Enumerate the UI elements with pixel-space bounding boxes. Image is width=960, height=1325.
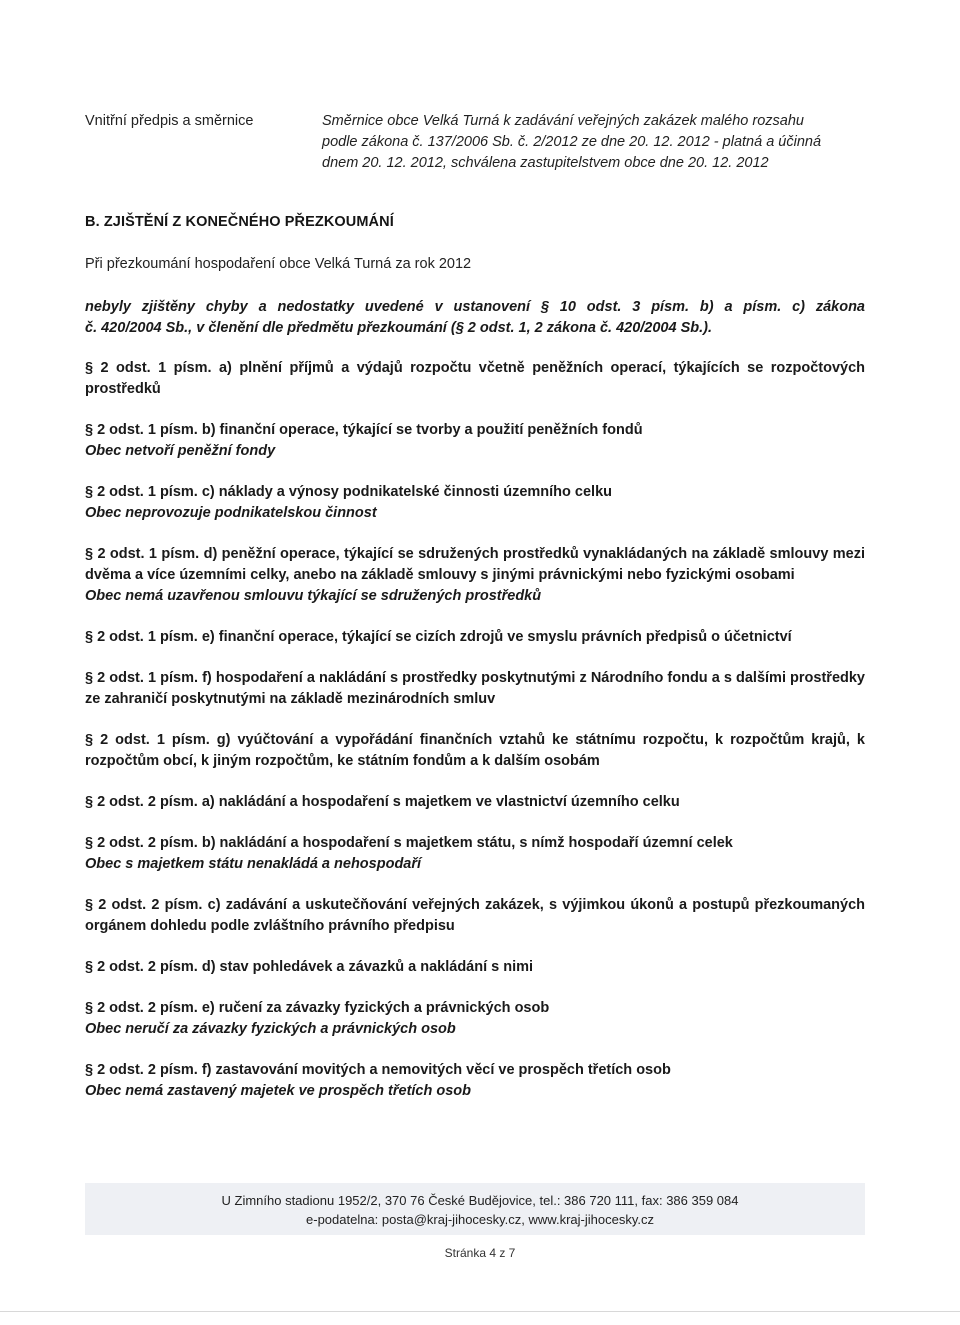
review-item: [85, 833, 865, 875]
review-item-heading: § 2 odst. 1 písm. c) náklady a výnosy podnikatelské činnosti územního celku: [85, 484, 612, 500]
review-item-note: Obec netvoří peněžní fondy: [85, 443, 276, 459]
footer-contact-links: e-podatelna: posta@kraj-jihocesky.cz, www.kraj-jihocesky.cz: [306, 1212, 654, 1227]
review-item: [85, 482, 865, 524]
review-item: [85, 544, 865, 607]
review-item: [85, 668, 865, 710]
footer-contact-band: [85, 1183, 865, 1235]
review-item-heading: § 2 odst. 2 písm. e) ručení za závazky fyzických a právnických osob: [85, 1000, 550, 1016]
review-item-heading: § 2 odst. 1 písm. b) finanční operace, týkající se tvorby a použití peněžních fondů: [85, 422, 643, 438]
review-item-heading: § 2 odst. 1 písm. d) peněžní operace, týkající se sdružených prostředků vynakládaných na základě smlouvy mezi dvěma a více územními celky, anebo na základě smlouvy s jinými právnickými nebo fyzickými osobami: [85, 546, 865, 583]
review-item: [85, 730, 865, 772]
findings-line: nebyly zjištěny chyby a nedostatky uvedené v ustanovení § 10 odst. 3 písm. b) a písm. c) zákona: [85, 299, 865, 315]
review-item-heading: § 2 odst. 1 písm. g) vyúčtování a vypořádání finančních vztahů ke státnímu rozpočtu, k rozpočtům krajů, k rozpočtům obcí, k jiným rozpočtům, ke státním fondům a k dalším osobám: [85, 732, 865, 769]
header-doc-type: Vnitřní předpis a směrnice: [85, 113, 254, 129]
review-item-heading: § 2 odst. 1 písm. a) plnění příjmů a výdajů rozpočtu včetně peněžních operací, týkajících se rozpočtových prostředků: [85, 360, 865, 397]
header-title-line: dnem 20. 12. 2012, schválena zastupitelstvem obce dne 20. 12. 2012: [322, 155, 769, 171]
review-item-heading: § 2 odst. 2 písm. b) nakládání a hospodaření s majetkem státu, s nímž hospodaří územní celek: [85, 835, 733, 851]
review-item: [85, 957, 865, 978]
page-number: Stránka 4 z 7: [444, 1246, 516, 1260]
review-item: [85, 420, 865, 462]
findings-statement: [85, 297, 865, 339]
review-item-heading: § 2 odst. 2 písm. f) zastavování movitých a nemovitých věcí ve prospěch třetích osob: [85, 1062, 671, 1078]
header-title-line: Směrnice obce Velká Turná k zadávání veřejných zakázek malého rozsahu: [322, 113, 804, 129]
review-item-note: Obec nemá uzavřenou smlouvu týkající se sdružených prostředků: [85, 588, 542, 604]
review-item: [85, 627, 865, 648]
review-item-note: Obec neprovozuje podnikatelskou činnost: [85, 505, 377, 521]
page-bottom-divider: [0, 1311, 960, 1312]
review-items-list: [85, 358, 865, 1122]
footer-address: U Zimního stadionu 1952/2, 370 76 České Budějovice, tel.: 386 720 111, fax: 386 359 084: [221, 1193, 739, 1208]
header-directive-title: [322, 111, 862, 174]
review-item: [85, 998, 865, 1040]
review-item: [85, 358, 865, 400]
review-item-note: Obec nemá zastavený majetek ve prospěch třetích osob: [85, 1083, 472, 1099]
review-item: [85, 1060, 865, 1102]
review-item-heading: § 2 odst. 2 písm. c) zadávání a uskutečňování veřejných zakázek, s výjimkou úkonů a postupů přezkoumaných orgánem dohledu podle zvláštního právního předpisu: [85, 897, 865, 934]
section-intro: Při přezkoumání hospodaření obce Velká Turná za rok 2012: [85, 256, 472, 272]
findings-line: č. 420/2004 Sb., v členění dle předmětu přezkoumání (§ 2 odst. 1, 2 zákona č. 420/2004 Sb.).: [85, 320, 712, 336]
review-item-note: Obec neručí za závazky fyzických a právnických osob: [85, 1021, 456, 1037]
section-title: B. ZJIŠTĚNÍ Z KONEČNÉHO PŘEZKOUMÁNÍ: [85, 214, 394, 230]
review-item-heading: § 2 odst. 1 písm. f) hospodaření a nakládání s prostředky poskytnutými z Národního fondu a s dalšími prostředky ze zahraničí poskytnutými na základě mezinárodních smluv: [85, 670, 865, 707]
review-item: [85, 792, 865, 813]
review-item-heading: § 2 odst. 1 písm. e) finanční operace, týkající se cizích zdrojů ve smyslu právních předpisů o účetnictví: [85, 629, 792, 645]
review-item-note: Obec s majetkem státu nenakládá a nehospodaří: [85, 856, 422, 872]
review-item-heading: § 2 odst. 2 písm. a) nakládání a hospodaření s majetkem ve vlastnictví územního celku: [85, 794, 680, 810]
header-title-line: podle zákona č. 137/2006 Sb. č. 2/2012 ze dne 20. 12. 2012 - platná a účinná: [322, 134, 822, 150]
review-item: [85, 895, 865, 937]
review-item-heading: § 2 odst. 2 písm. d) stav pohledávek a závazků a nakládání s nimi: [85, 959, 534, 975]
